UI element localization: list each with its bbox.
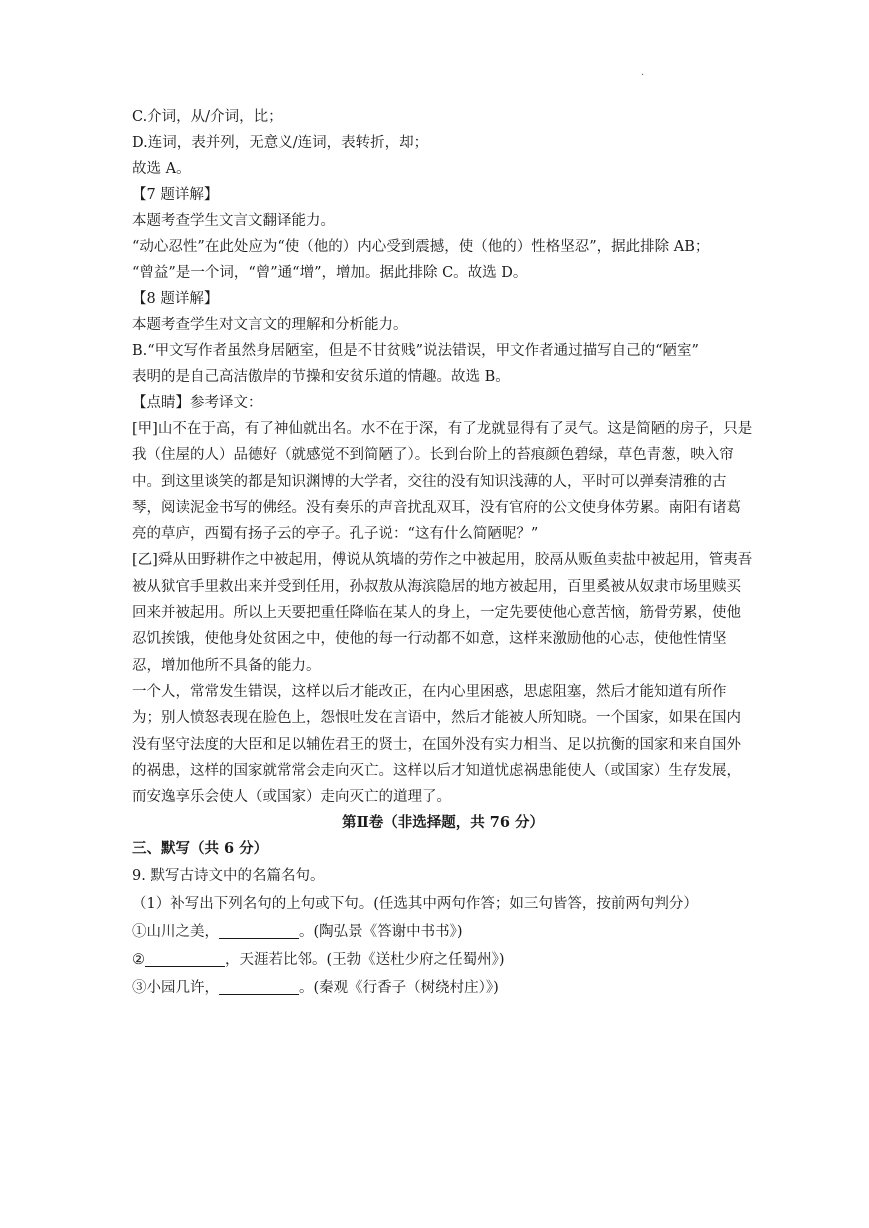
text-line: 表明的是自己高洁傲岸的节操和安贫乐道的情趣。故选 B。: [132, 369, 510, 385]
text-line: “动心忍性”在此处应为“使（他的）内心受到震撼，使（他的）性格坚忍”，据此排除 AB；: [132, 239, 710, 255]
answer-blank[interactable]: [219, 922, 299, 939]
translation-paragraph-person: 一个人，常常发生错误，这样以后才能改正，在内心里困惑，思虑阻塞，然后才能知道有所作为；别人愤怒表现在脸色上，怨恨吐发在言语中，然后才能被人所知晓。一个国家，如果在国内没有坚守法度的大臣和足以辅佐君王的贤士，在国外没有实力相当、足以抗衡的国家和来自国外的祸患，这样的国家就常常会走向灭亡。这样以后才知道忧虑祸患能使人（或国家）生存发展，而安逸享乐会使人（或国家）走向灭亡的道理了。: [132, 683, 741, 806]
part-title: 三、默写（共 6 分）: [132, 840, 269, 858]
text-line: B.“甲文写作者虽然身居陋室，但是不甘贫贱”说法错误，甲文作者通过描写自己的“陋室”: [132, 343, 699, 359]
translation-paragraph-yi: [乙]舜从田野耕作之中被起用，傅说从筑墙的劳作之中被起用，胶鬲从贩鱼卖盐中被起用，管夷吾被从狱官手里救出来并受到任用，孙叔敖从海滨隐居的地方被起用，百里奚被从奴隶市场里赎买回来并被起用。所以上天要把重任降临在某人的身上，一定先要使他心意苦恼，筋骨劳累，使他忍饥挨饿，使他身处贫困之中，使他的每一行动都不如意，这样来激励他的心志，使他性情坚忍，增加他所不具备的能力。: [132, 552, 753, 674]
question-8-heading: 【8 题详解】: [132, 291, 219, 307]
item-suffix: ，天涯若比邻。(王勃《送杜少府之任蜀州》): [225, 952, 505, 969]
corner-mark: ·: [641, 70, 645, 81]
answer-blank[interactable]: [219, 978, 299, 995]
item-suffix: 。(陶弘景《答谢中书书》): [299, 924, 463, 941]
text-line: D.连词，表并列，无意义/连词，表转折，却；: [132, 135, 429, 151]
question-9-1: （1）补写出下列名句的上句或下句。(任选其中两句作答；如三句皆答，按前两句判分）: [132, 896, 698, 913]
item-prefix: ③小园几许，: [132, 980, 219, 997]
question-7-heading: 【7 题详解】: [132, 187, 219, 203]
text-line: 本题考查学生对文言文的理解和分析能力。: [132, 317, 408, 333]
translation-paragraph-jia: [甲]山不在于高，有了神仙就出名。水不在于深，有了龙就显得有了灵气。这是简陋的房子，只是我（住屋的人）品德好（就感觉不到简陋了）。长到台阶上的苔痕颜色碧绿，草色青葱，映入帘中。到这里谈笑的都是知识渊博的大学者，交往的没有知识浅薄的人，平时可以弹奏清雅的古琴，阅读泥金书写的佛经。没有奏乐的声音扰乱双耳，没有官府的公文使身体劳累。南阳有诸葛亮的草庐，西蜀有扬子云的亭子。孔子说：“这有什么简陋呢？”: [132, 421, 753, 543]
text-line: “曾益”是一个词，“曾”通“增”，增加。据此排除 C。故选 D。: [132, 265, 528, 281]
text-line: 故选 A。: [132, 161, 191, 177]
item-prefix: ②: [132, 952, 145, 969]
answer-blank[interactable]: [145, 950, 225, 967]
note-heading: 【点睛】参考译文：: [132, 395, 263, 411]
text-line: C.介词，从/介词，比；: [132, 109, 283, 125]
question-9: 9. 默写古诗文中的名篇名句。: [132, 868, 325, 885]
fill-item-3: [132, 974, 754, 1002]
item-prefix: ①山川之美，: [132, 924, 219, 941]
item-suffix: 。(秦观《行香子（树绕村庄）》): [299, 980, 499, 997]
text-line: 本题考查学生文言文翻译能力。: [132, 213, 335, 229]
document-page: [132, 104, 754, 1002]
fill-item-1: [132, 918, 754, 946]
fill-item-2: [132, 946, 754, 974]
section-title: 第Ⅱ卷（非选择题，共 76 分）: [342, 814, 544, 832]
